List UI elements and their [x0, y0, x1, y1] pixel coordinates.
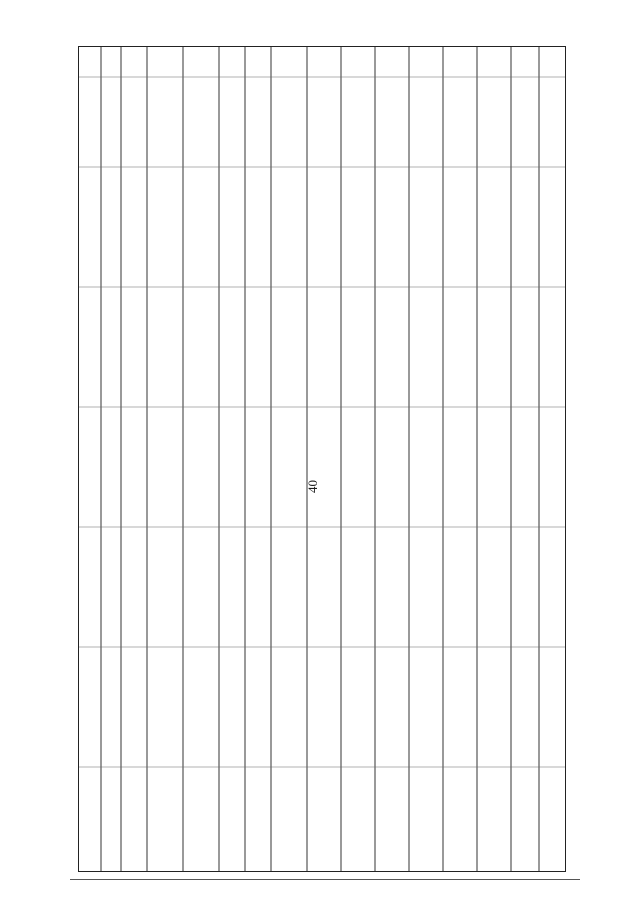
table-grid — [79, 47, 565, 871]
bottom-border-line — [70, 879, 580, 880]
table-column-rules — [101, 47, 539, 871]
rotated-budget-table — [78, 46, 566, 872]
table-row-rules — [79, 77, 565, 767]
page-number: 40 — [305, 480, 320, 493]
